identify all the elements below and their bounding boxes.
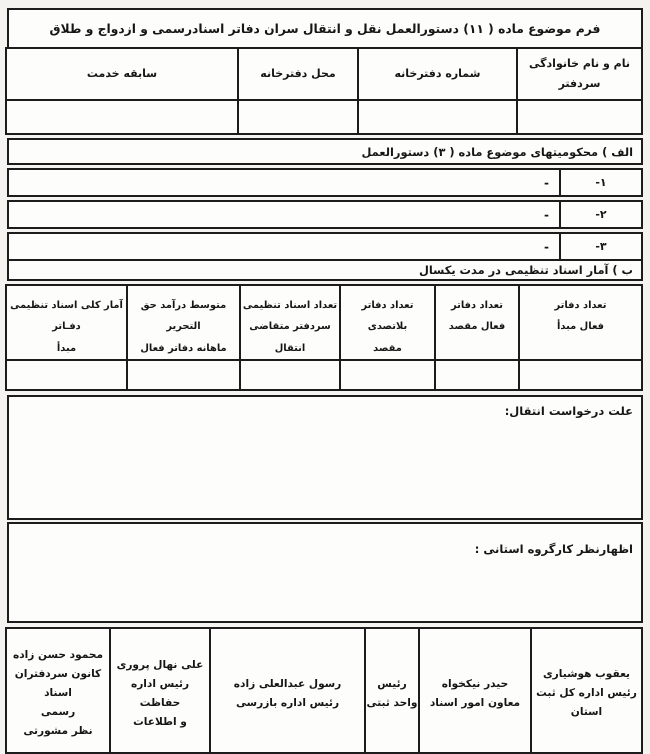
office-number-field [358,100,517,134]
statistics-table [5,284,643,391]
statistics-header-row [6,285,642,360]
header-vacant-offices-destination-line1: تعداد دفاتر بلاتصدی [361,300,414,333]
office-location-field [238,100,358,134]
header-active-offices-origin-line1: تعداد دفاتر [554,300,607,311]
transfer-reason-label: علت درخواست انتقال: [504,403,633,418]
header-documents-by-applicant-line1: تعداد اسناد تنظیمی [242,300,338,311]
transfer-reason-section [7,395,643,520]
header-service-history: سابقه خدمت [6,48,238,100]
signature-protection-office-head-line1: علی نهال پروری [116,658,204,671]
signature-documents-deputy [419,628,531,753]
header-vacant-offices-destination-line2: مقصد [373,342,402,354]
header-total-documents-origin-line2: مبدأ [56,342,77,354]
header-documents-by-applicant-line2: سردفتر متقاضی انتقال [249,321,331,354]
conviction-row-3-number-cell [559,234,641,259]
header-notary-name [517,48,642,100]
signature-registry-director-line1: یعقوب هوشیاری [542,668,631,681]
header-active-offices-destination-line2: فعال مقصد [448,321,506,333]
header-notary-name-line1: نام و نام خانوادگی [529,56,630,70]
signature-protection-office-head-line3: و اطلاعات [133,715,187,728]
conviction-row-1-field [9,170,559,195]
conviction-row-2-number: -۲ [595,208,607,221]
conviction-row-1-number-cell [559,170,641,195]
notary-name-field [517,100,642,134]
form-document [7,8,643,754]
header-total-documents-origin-line1: آمار کلی اسناد تنظیمی دفـاتر [10,300,123,333]
header-active-offices-destination [435,285,519,360]
signature-inspection-office-head [210,628,365,753]
average-monthly-income-field [127,360,240,390]
header-office-location: محل دفترخانه [238,48,358,100]
signatures-row [6,628,642,753]
signature-registration-unit-head-line1: رئیس [377,677,407,690]
signature-registry-director-line2: رئیس اداره کل ثبت [536,687,637,700]
signature-notaries-association [6,628,110,753]
signature-protection-office-head [110,628,210,753]
header-average-monthly-income [127,285,240,360]
section-a-title: الف ) محکومیتهای موضوع ماده ( ۳) دستورالعمل [361,144,633,159]
working-group-opinion-section [7,522,643,623]
conviction-row-3-number: -۳ [595,240,607,253]
signature-inspection-office-head-line1: رسول عبدالعلی زاده [233,677,342,690]
signature-documents-deputy-line1: حیدر نیکخواه [441,677,509,690]
header-active-offices-origin-line2: فعال مبدأ [557,321,604,333]
conviction-row-1-number: -۱ [595,176,607,189]
total-documents-origin-field [6,360,127,390]
documents-by-applicant-field [240,360,340,390]
conviction-row-2 [7,200,643,229]
conviction-row-3 [7,232,643,261]
notary-info-table [5,47,643,135]
signatures-table [5,627,643,754]
header-notary-name-line2: سردفتر [558,77,601,90]
signature-notaries-association-line4: نظر مشورتی [23,725,93,738]
signature-notaries-association-line1: محمود حسن زاده [12,649,104,662]
statistics-data-row [6,360,642,390]
signature-inspection-office-head-line2: رئیس اداره بازرسی [235,696,340,709]
header-average-monthly-income-line2: ماهانه دفاتر فعال [140,342,227,354]
working-group-opinion-label: اظهارنظر کارگروه استانی : [474,541,633,556]
conviction-row-1-dash: - [544,175,549,190]
active-offices-origin-field [519,360,642,390]
info-header-row [6,48,642,100]
signature-notaries-association-line2: کانون سردفتران اسناد [14,668,102,700]
form-title: فرم موضوع ماده ( ۱۱) دستورالعمل نقل و انتقال سران دفاتر اسنادرسمی و ازدواج و طلاق [49,21,601,36]
conviction-row-3-field [9,234,559,259]
header-active-offices-destination-line1: تعداد دفاتر [451,300,503,311]
conviction-row-2-field [9,202,559,227]
header-active-offices-origin [519,285,642,360]
vacant-offices-destination-field [340,360,435,390]
header-average-monthly-income-line1: متوسط درآمد حق التحریر [140,300,227,333]
service-history-field [6,100,238,134]
signature-registration-unit-head [365,628,419,753]
header-vacant-offices-destination [340,285,435,360]
header-documents-by-applicant [240,285,340,360]
conviction-row-2-dash: - [544,207,549,222]
conviction-row-1 [7,168,643,197]
signature-notaries-association-line3: رسمی [40,706,76,719]
header-office-number: شماره دفترخانه [358,48,517,100]
section-a-header [7,138,643,165]
conviction-row-2-number-cell [559,202,641,227]
form-title-box [7,8,643,49]
signature-protection-office-head-line2: رئیس اداره حفاظت [130,677,190,709]
section-b-title: ب ) آمار اسناد تنظیمی در مدت یکسال [418,263,633,277]
active-offices-destination-field [435,360,519,390]
signature-registry-director [531,628,642,753]
conviction-row-3-dash: - [544,239,549,254]
signature-documents-deputy-line2: معاون امور اسناد [429,696,521,709]
info-data-row [6,100,642,134]
signature-registry-director-line3: استان [570,706,603,719]
header-total-documents-origin [6,285,127,360]
section-b-header [7,259,643,281]
signature-registration-unit-head-line2: واحد ثبتی [366,696,418,709]
